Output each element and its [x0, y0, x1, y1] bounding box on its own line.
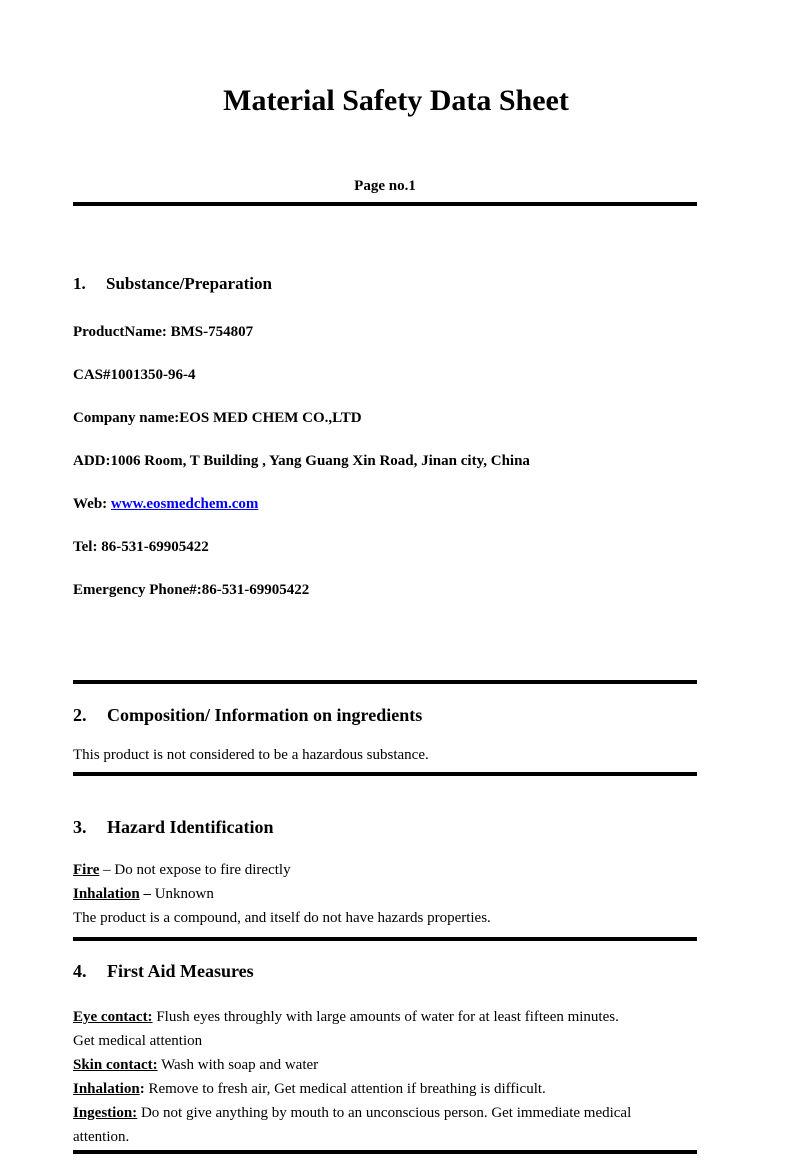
eye-contact-continuation: Get medical attention — [73, 1033, 203, 1049]
page-number-label: Page no.1 — [354, 178, 416, 194]
fire-label: Fire — [73, 862, 100, 878]
composition-statement: This product is not considered to be a hazardous substance. — [73, 747, 429, 763]
ingestion-label: Ingestion: — [73, 1105, 138, 1121]
inhalation-firstaid-text: Remove to fresh air, Get medical attention if breathing is difficult. — [144, 1081, 546, 1097]
ingestion-text: Do not give anything by mouth to an unconscious person. Get immediate medical — [137, 1105, 632, 1121]
section-2-title: Composition/ Information on ingredients — [107, 705, 423, 725]
section-3-title: Hazard Identification — [107, 817, 274, 837]
company-name-line: Company name:EOS MED CHEM CO.,LTD — [73, 410, 362, 426]
first-aid-block — [73, 1005, 697, 1149]
section-1-heading — [73, 274, 697, 294]
tel-line: Tel: 86-531-69905422 — [73, 539, 209, 555]
inhalation-firstaid-label: Inhalation — [73, 1081, 140, 1097]
web-line — [73, 494, 697, 514]
skin-contact-line — [73, 1053, 697, 1077]
divider-rule-section3 — [73, 772, 697, 776]
divider-rule-footer — [73, 1150, 697, 1154]
divider-rule-header — [73, 202, 697, 206]
section-3-heading — [73, 817, 697, 838]
inhalation-hazard-line — [73, 882, 697, 906]
fire-text: – Do not expose to fire directly — [99, 862, 291, 878]
website-link[interactable]: www.eosmedchem.com — [110, 496, 259, 512]
ingestion-continuation: attention. — [73, 1129, 130, 1145]
eye-contact-line — [73, 1005, 697, 1029]
section-4-title: First Aid Measures — [107, 961, 254, 981]
compound-note-line: The product is a compound, and itself do not have hazards properties. — [73, 910, 491, 926]
inhalation-dash: – — [139, 886, 151, 902]
emergency-phone-line: Emergency Phone#:86-531-69905422 — [73, 582, 310, 598]
address-line: ADD:1006 Room, T Building , Yang Guang Xin Road, Jinan city, China — [73, 453, 530, 469]
divider-rule-section4 — [73, 937, 697, 941]
cas-number-line: CAS#1001350-96-4 — [73, 367, 196, 383]
section-4-heading — [73, 961, 697, 982]
skin-contact-text: Wash with soap and water — [157, 1057, 319, 1073]
document-title: Material Safety Data Sheet — [223, 84, 569, 117]
section-1-title: Substance/Preparation — [106, 274, 272, 293]
divider-rule-section2 — [73, 680, 697, 684]
eye-contact-label: Eye contact: — [73, 1009, 153, 1025]
skin-contact-label: Skin contact: — [73, 1057, 158, 1073]
product-name-line: ProductName: BMS-754807 — [73, 324, 254, 340]
section-3-number: 3. — [73, 817, 87, 837]
section-4-number: 4. — [73, 961, 87, 981]
web-label: Web: — [73, 496, 111, 512]
hazard-identification-block — [73, 858, 697, 930]
inhalation-label: Inhalation — [73, 886, 140, 902]
inhalation-firstaid-line — [73, 1077, 697, 1101]
section-2-heading — [73, 705, 697, 726]
fire-hazard-line — [73, 858, 697, 882]
section-1-number: 1. — [73, 274, 86, 293]
ingestion-line — [73, 1101, 697, 1125]
eye-contact-text: Flush eyes throughly with large amounts of water for at least fifteen minutes. — [152, 1009, 619, 1025]
inhalation-text: Unknown — [150, 886, 214, 902]
inhalation-firstaid-colon: : — [139, 1081, 145, 1097]
section-2-number: 2. — [73, 705, 87, 725]
